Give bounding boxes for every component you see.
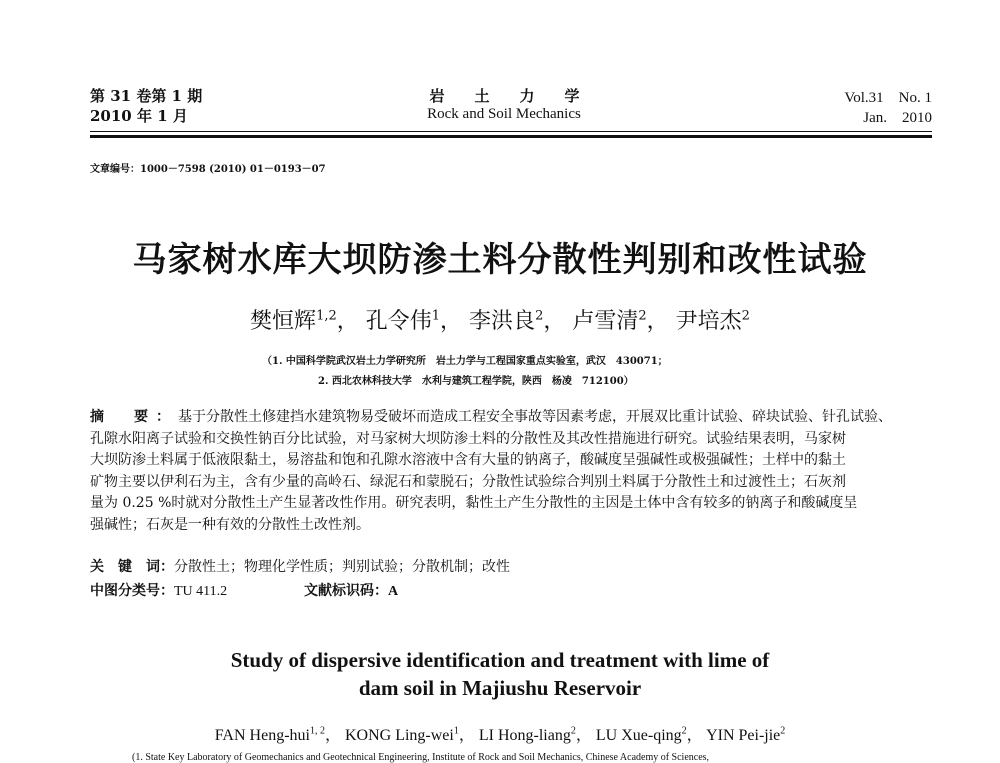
journal-vol-no-en: Vol.31 No. 1 (844, 90, 932, 106)
journal-date: 2010 年 1 月 (90, 107, 188, 125)
journal-date-en: Jan. 2010 (863, 110, 932, 126)
journal-name-en: Rock and Soil Mechanics (427, 106, 581, 122)
abstract-label: 摘 要： (90, 409, 178, 425)
author-en: KONG Ling-wei$^1$ (344, 725, 459, 744)
abstract-line: 基于分散性土修建挡水建筑物易受破坏而造成工程安全事故等因素考虑，开展双比重计试验、碎块试验、针孔试验、 (178, 409, 892, 425)
authors-en: FAN Heng-hui$^{1, 2}$， KONG Ling-wei$^1$， LI Hong-liang$^2$， LU Xue-qing$^2$， YIN Pei-jie$^2$ (214, 725, 786, 744)
document-code-value: A (388, 584, 399, 599)
clc-value: TU 411.2 (174, 584, 228, 599)
abstract-line: 矿物主要以伊利石为主，含有少量的高岭石、绿泥石和蒙脱石；分散性试验综合判别土料属于分散性土和过渡性土；石灰剂 (90, 473, 846, 490)
clc-number (90, 580, 227, 600)
author-en: LI Hong-liang$^2$ (478, 725, 576, 744)
abstract-line: 孔隙水阳离子试验和交换性钠百分比试验，对马家树大坝防渗土料的分散性及其改性措施进行研究。试验结果表明，马家树 (90, 430, 846, 447)
paper-title-en-line2: dam soil in Majiushu Reservoir (358, 676, 642, 700)
abstract-line: 大坝防渗土料属于低液限黏土，易溶盐和饱和孔隙水溶液中含有大量的钠离子，酸碱度呈强碱性或极强碱性；土样中的黏土 (90, 452, 846, 468)
clc-label: 中图分类号： (90, 583, 174, 599)
abstract-cn (90, 407, 932, 536)
author-cn: 孔令伟$^1$ (365, 308, 441, 334)
affiliation-en: (1. State Key Laboratory of Geomechanics and Geotechnical Engineering, Institute of Rock and Soil Mechanics, Chinese Academy of Sciences, (132, 752, 710, 763)
document-code-label: 文献标识码： (304, 583, 388, 599)
author-cn: 李洪良$^2$ (469, 308, 544, 334)
author-en: YIN Pei-jie$^2$ (706, 725, 786, 744)
affiliation-cn-1: （1. 中国科学院武汉岩土力学研究所 岩土力学与工程国家重点实验室，武汉 430071； (262, 356, 668, 367)
paper-title-en-line1: Study of dispersive identification and treatment with lime of (230, 648, 770, 672)
abstract-line: 量为 0.25 %时就对分散性土产生显著改性作用。研究表明，黏性土产生分散性的主因是土体中含有较多的钠离子和酸碱度呈 (90, 495, 858, 511)
keywords (90, 556, 510, 576)
author-cn: 樊恒辉$^{1,2}$ (250, 308, 337, 334)
document-code (304, 580, 398, 600)
keywords-label: 关 键 词： (90, 559, 174, 575)
header-rule-thin (90, 131, 932, 132)
author-en: FAN Heng-hui$^{1, 2}$ (214, 725, 325, 744)
affiliation-cn-2: 2. 西北农林科技大学 水利与建筑工程学院，陕西 杨凌 712100） (318, 376, 634, 387)
keywords-text: 分散性土；物理化学性质；判别试验；分散机制；改性 (174, 559, 510, 575)
author-en: LU Xue-qing$^2$ (595, 725, 687, 744)
abstract-line: 强碱性；石灰是一种有效的分散性土改性剂。 (90, 516, 370, 533)
author-cn: 卢雪清$^2$ (572, 308, 647, 334)
authors-cn: 樊恒辉$^{1,2}$， 孔令伟$^1$， 李洪良$^2$， 卢雪清$^2$， 尹培杰$^2$ (250, 308, 750, 334)
article-number: 文章编号：1000－7598 (2010) 01－0193－07 (90, 164, 326, 175)
paper-title-cn: 马家树水库大坝防渗土料分散性判别和改性试验 (132, 240, 868, 280)
journal-name-cn: 岩 土 力 学 (429, 87, 580, 105)
author-cn: 尹培杰$^2$ (675, 308, 750, 334)
journal-volume-issue: 第 31 卷第 1 期 (90, 87, 203, 105)
header-rule-thick (90, 135, 932, 138)
